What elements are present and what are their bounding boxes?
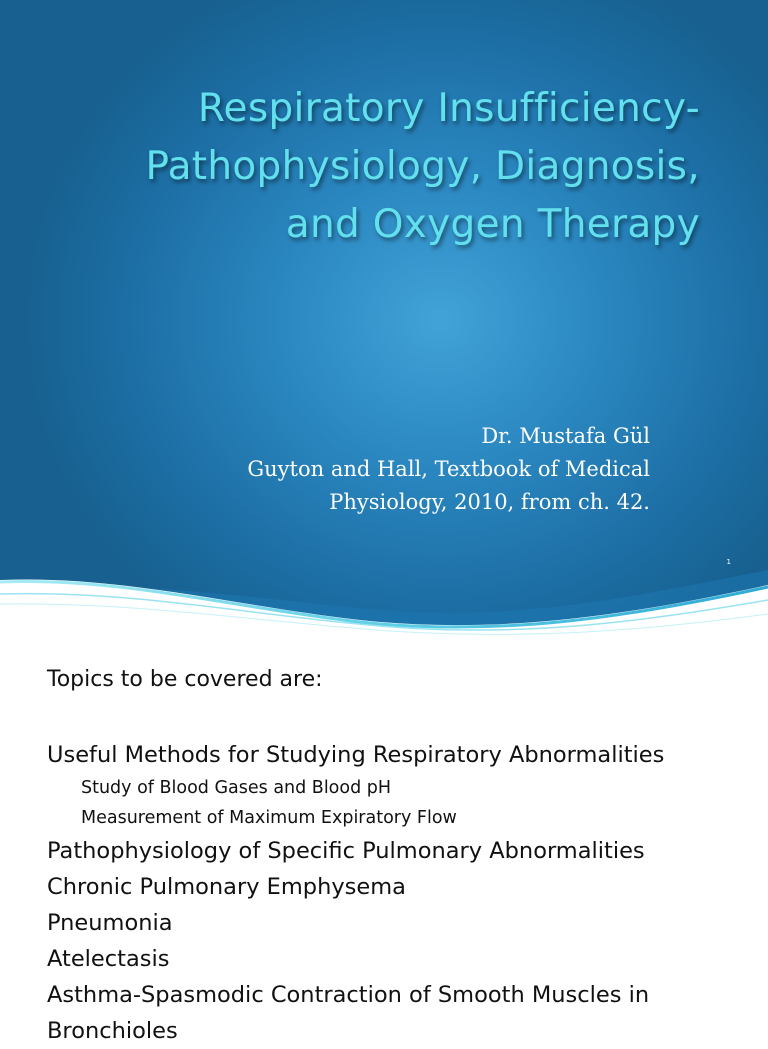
topic-item: Asthma-Spasmodic Contraction of Smooth Muscles in: [47, 982, 650, 1008]
topics-heading: Topics to be covered are:: [47, 667, 323, 692]
topics-slide: [0, 650, 768, 1044]
topic-item: Pneumonia: [47, 910, 173, 936]
topic-item: Atelectasis: [47, 946, 170, 972]
source-line-1: Guyton and Hall, Textbook of Medical: [247, 457, 650, 481]
slide-title: [60, 80, 700, 254]
title-line-3: and Oxygen Therapy: [285, 202, 700, 247]
wave-decoration: [0, 560, 768, 660]
author-name: Dr. Mustafa Gül: [481, 424, 650, 448]
topic-item: Pathophysiology of Specific Pulmonary Abnormalities: [47, 838, 645, 864]
title-line-2: Pathophysiology, Diagnosis,: [145, 144, 700, 189]
subtopic-item: Measurement of Maximum Expiratory Flow: [81, 808, 457, 828]
title-line-1: Respiratory Insufficiency-: [197, 86, 700, 131]
topic-item: Chronic Pulmonary Emphysema: [47, 874, 406, 900]
topics-list: [47, 737, 762, 1049]
topic-item: Useful Methods for Studying Respiratory Abnormalities: [47, 742, 665, 768]
topic-item: Bronchioles: [47, 1018, 178, 1044]
slide-subtitle: [90, 420, 650, 519]
source-line-2: Physiology, 2010, from ch. 42.: [329, 490, 650, 514]
slide-number: 1: [726, 558, 731, 566]
subtopic-item: Study of Blood Gases and Blood pH: [81, 778, 392, 798]
